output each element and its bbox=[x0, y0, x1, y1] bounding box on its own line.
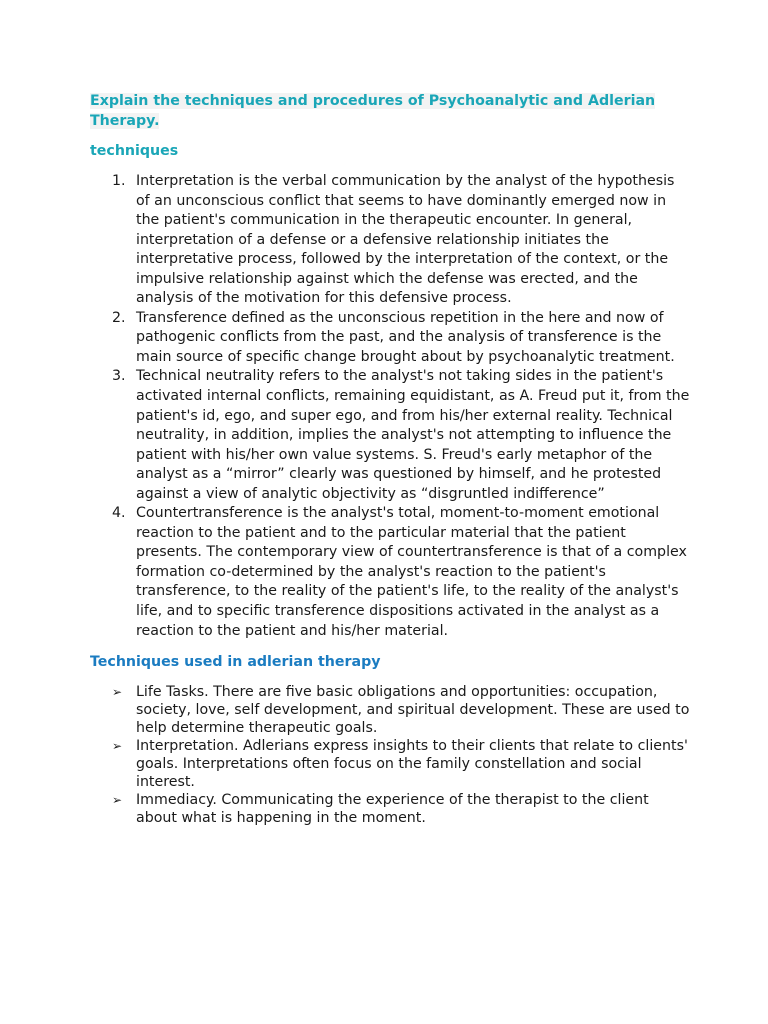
list-item-text: Life Tasks. There are five basic obligations and opportunities: occupation, society, love, self development, and spiritual development. These are used to help determine therapeutic goals. bbox=[136, 684, 690, 737]
list-item bbox=[90, 737, 690, 791]
psychoanalytic-techniques-list bbox=[90, 172, 690, 641]
psychoanalytic-heading: techniques bbox=[90, 143, 179, 159]
list-item-text: Interpretation. Adlerians express insights to their clients that relate to clients' goals. Interpretations often focus on the family constellation and social interest. bbox=[136, 738, 688, 791]
list-item bbox=[90, 172, 690, 309]
arrow-bullet-icon: ➢ bbox=[112, 739, 123, 754]
adlerian-heading: Techniques used in adlerian therapy bbox=[90, 654, 381, 671]
arrow-bullet-icon: ➢ bbox=[112, 685, 123, 700]
list-item bbox=[90, 504, 690, 641]
list-item-number: 2. bbox=[112, 309, 126, 326]
title-line-2: Therapy. bbox=[90, 113, 160, 129]
arrow-bullet-icon: ➢ bbox=[112, 793, 123, 808]
list-item-text: Transference defined as the unconscious repetition in the here and now of pathogenic conflicts from the past, and the analysis of transference is the main source of specific change brought about by psychoanalytic treatment. bbox=[136, 309, 675, 365]
adlerian-techniques-list bbox=[90, 683, 690, 827]
list-item-number: 4. bbox=[112, 505, 126, 522]
list-item-number: 1. bbox=[112, 173, 126, 189]
title-line-1: Explain the techniques and procedures of Psychoanalytic and Adlerian bbox=[90, 93, 656, 109]
list-item-number: 3. bbox=[112, 368, 126, 385]
list-item bbox=[90, 791, 690, 827]
document-title bbox=[90, 91, 690, 131]
list-item-text: Technical neutrality refers to the analyst's not taking sides in the patient's activated internal conflicts, remaining equidistant, as A. Freud put it, from the patient's id, ego, and super ego, and from his/her external reality. Technical neutrality, in addition, implies the analyst's not attempting to influence the patient with his/her own value systems. S. Freud's early metaphor of the analyst as a “mirror” clearly was questioned by himself, and he protested against a view of analytic objectivity as “disgruntled indifference” bbox=[136, 368, 690, 502]
list-item-text: Interpretation is the verbal communication by the analyst of the hypothesis of an unconscious conflict that seems to have dominantly emerged now in the patient's communication in the therapeutic encounter. In general, interpretation of a defense or a defensive relationship initiates the interpretative process, followed by the interpretation of the context, or the impulsive relationship against which the defense was erected, and the analysis of the motivation for this defensive process. bbox=[136, 173, 675, 307]
list-item-text: Immediacy. Communicating the experience of the therapist to the client about what is happening in the moment. bbox=[136, 792, 649, 827]
list-item bbox=[90, 309, 690, 368]
list-item bbox=[90, 367, 690, 504]
list-item-text: Countertransference is the analyst's total, moment-to-moment emotional reaction to the patient and to the particular material that the patient presents. The contemporary view of countertransference is that of a complex formation co-determined by the analyst's reaction to the patient's transference, to the reality of the patient's life, to the reality of the analyst's life, and to specific transference dispositions activated in the analyst as a reaction to the patient and his/her material. bbox=[136, 505, 687, 639]
list-item bbox=[90, 683, 690, 737]
document-page bbox=[90, 91, 690, 827]
